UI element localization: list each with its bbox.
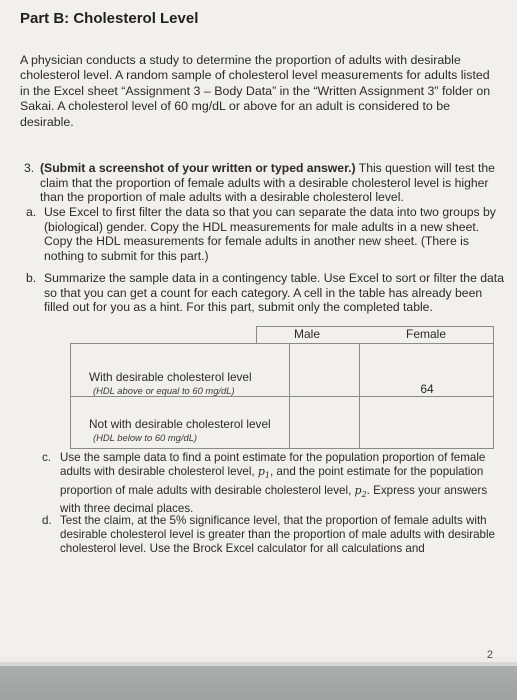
part-d [42, 514, 508, 557]
part-a-text: Use Excel to first filter the data so that you can separate the data into two groups by (biological) gender. Copy the HDL measurements for male adults in a new sheet. Copy the HDL measurements for female adults in another new sheet. (There is nothing to submit for this part.) [44, 205, 496, 263]
part-c-text-1: Use the sample data to find a point estimate for the population proportion of female adults with desirable cholesterol level, [60, 451, 486, 479]
part-c-text-2: , and the point estimate for the population proportion of male adults with desirable cholesterol level, [60, 465, 484, 497]
question-3-number: 3. [24, 161, 35, 175]
part-c [42, 451, 508, 516]
cell-desirable-female: 64 [420, 382, 434, 396]
table-grid [70, 343, 494, 449]
part-d-letter: d. [42, 514, 52, 527]
question-3-instruction: (Submit a screenshot of your written or typed answer.) [40, 161, 356, 175]
variable-p1-letter: p [257, 465, 265, 479]
row-label-not-desirable [89, 417, 271, 445]
page-number: 2 [486, 649, 493, 661]
part-a-letter: a. [26, 205, 37, 219]
column-header-male: Male [293, 327, 320, 341]
part-b [26, 271, 508, 315]
question-3-text: This question will test the claim that the proportion of female adults with a desirable cholesterol level is higher than the proportion of male adults with a desirable cholesterol level. [40, 161, 495, 205]
question-3 [24, 161, 508, 205]
part-c-text-3: . Express your answers with three decimal places. [60, 483, 488, 515]
row-label-desirable [89, 370, 252, 398]
row-label-not-desirable-note: (HDL below to 60 mg/dL) [93, 432, 198, 443]
variable-p1 [257, 465, 270, 481]
part-b-letter: b. [26, 271, 37, 285]
column-header-female: Female [405, 327, 446, 341]
intro-paragraph: A physician conducts a study to determine the proportion of adults with desirable cholesterol level. A random sample of cholesterol level measurements for adults listed in the Excel sheet “Assignment 3 – Body Data” in the “Written Assignment 3” folder on Sakai. A cholesterol level of 60 mg/dL or above for an adult is considered to be desirable. [20, 53, 491, 129]
variable-p2 [355, 484, 367, 497]
contingency-table [70, 326, 494, 450]
row-label-desirable-note: (HDL above or equal to 60 mg/dL) [93, 385, 235, 396]
variable-p1-subscript: 1 [264, 471, 270, 481]
part-d-text: Test the claim, at the 5% significance level, that the proportion of female adults with desirable cholesterol level is greater than the proportion of male adults with desirable cholesterol level. Use the Brock Excel calculator for all calculations and [60, 514, 496, 556]
variable-p2-letter: p [354, 483, 362, 497]
row-label-not-desirable-text: Not with desirable cholesterol level [89, 417, 271, 431]
part-c-letter: c. [42, 451, 52, 464]
part-c-text [60, 451, 508, 516]
viewer-footer-bar [0, 666, 517, 700]
row-label-desirable-text: With desirable cholesterol level [89, 370, 252, 384]
part-a [26, 205, 508, 263]
part-b-text: Summarize the sample data in a contingency table. Use Excel to sort or filter the data so that you can get a count for each category. A cell in the table has already been filled out for you as a hint. For this part, submit only the completed table. [44, 271, 504, 315]
section-heading: Part B: Cholesterol Level [20, 10, 199, 27]
variable-p2-subscript: 2 [361, 489, 367, 499]
